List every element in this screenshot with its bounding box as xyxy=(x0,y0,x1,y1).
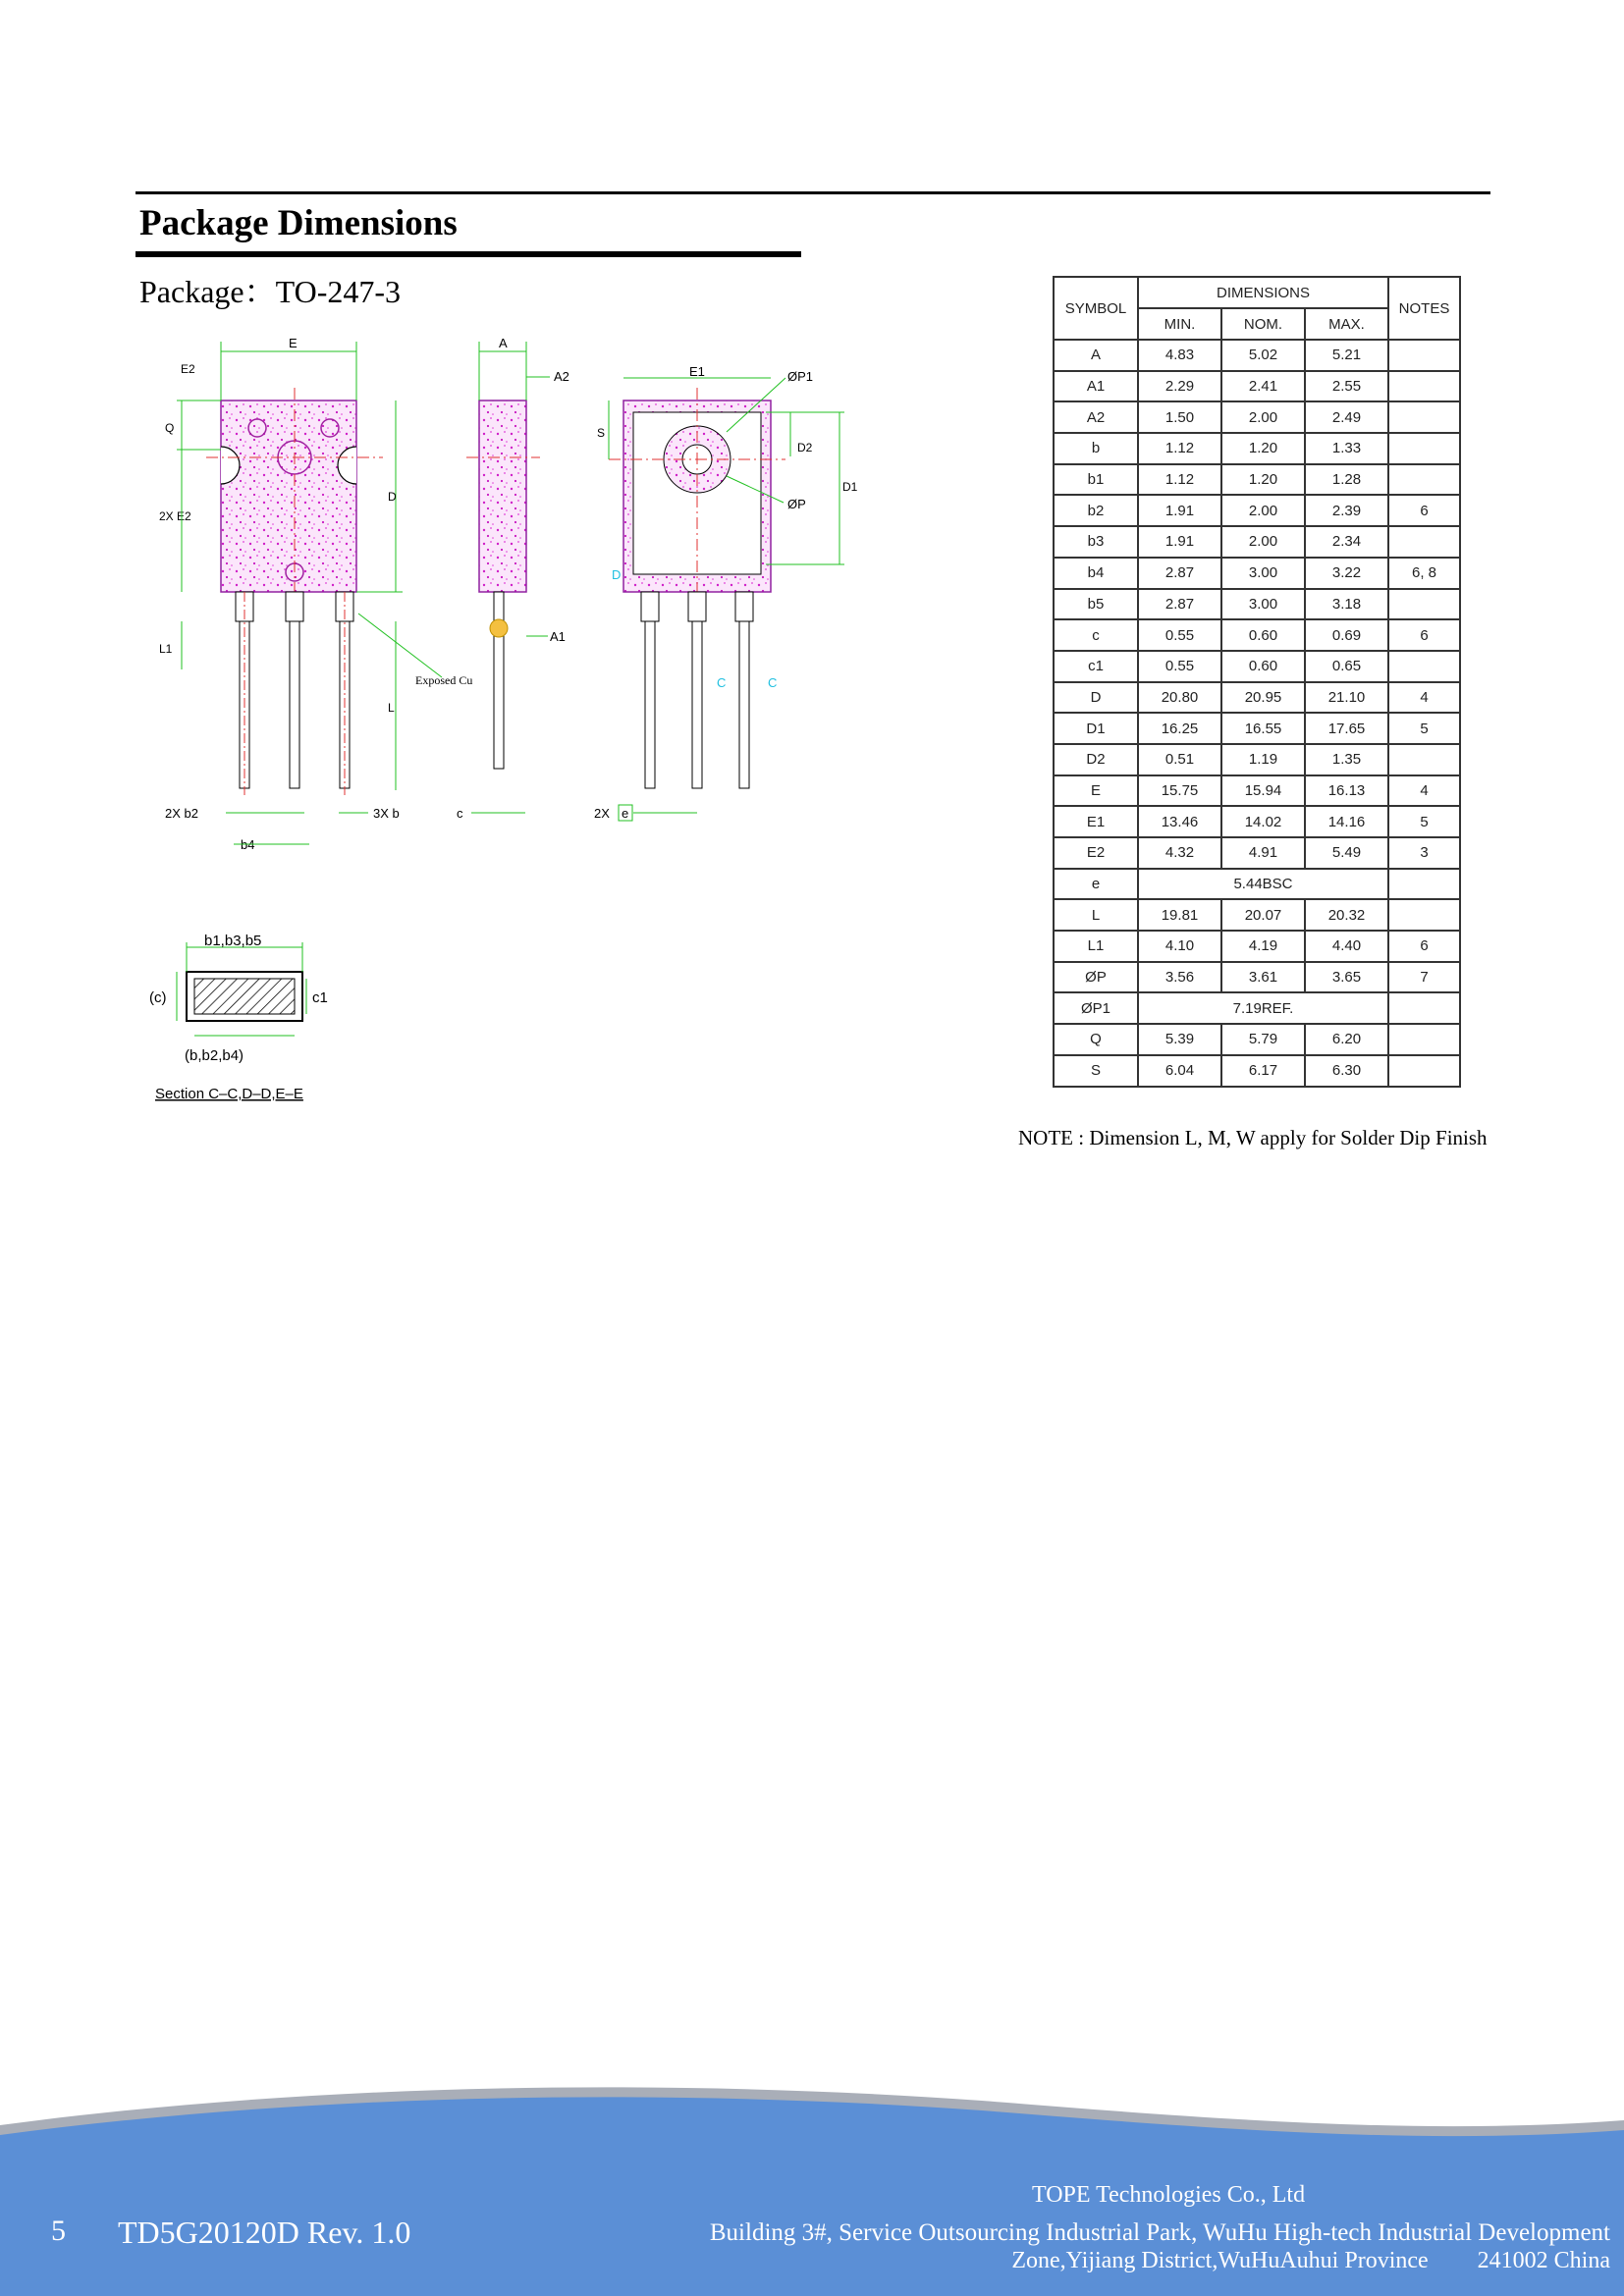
header-nom: NOM. xyxy=(1221,308,1305,340)
cell-symbol: ØP xyxy=(1054,962,1138,993)
cell-nom: 3.61 xyxy=(1221,962,1305,993)
dim-label-E2: E2 xyxy=(181,362,195,376)
cell-min: 6.04 xyxy=(1138,1055,1221,1087)
cell-symbol: D1 xyxy=(1054,713,1138,744)
cell-merged-value: 7.19REF. xyxy=(1138,992,1388,1024)
dim-label-3x-b: 3X b xyxy=(373,806,400,821)
cell-notes xyxy=(1388,589,1460,620)
table-row xyxy=(1054,992,1460,1024)
cell-min: 15.75 xyxy=(1138,775,1221,807)
table-row xyxy=(1054,433,1460,464)
cell-symbol: A1 xyxy=(1054,371,1138,402)
cell-min: 0.55 xyxy=(1138,651,1221,682)
dim-label-L: L xyxy=(388,701,395,715)
cell-nom: 5.02 xyxy=(1221,340,1305,371)
table-row xyxy=(1054,619,1460,651)
cell-nom: 2.00 xyxy=(1221,495,1305,526)
cell-notes: 6 xyxy=(1388,495,1460,526)
dim-label-L1: L1 xyxy=(159,642,173,656)
header-max: MAX. xyxy=(1305,308,1388,340)
dim-label-b4: b4 xyxy=(241,837,255,852)
cell-notes xyxy=(1388,1024,1460,1055)
section-mark-D: D xyxy=(612,567,622,582)
cell-symbol: b4 xyxy=(1054,558,1138,589)
cell-max: 20.32 xyxy=(1305,899,1388,931)
cell-max: 14.16 xyxy=(1305,806,1388,837)
cell-max: 1.28 xyxy=(1305,464,1388,496)
cell-min: 1.12 xyxy=(1138,464,1221,496)
cell-notes xyxy=(1388,869,1460,900)
cell-max: 3.65 xyxy=(1305,962,1388,993)
cell-notes xyxy=(1388,401,1460,433)
cell-min: 5.39 xyxy=(1138,1024,1221,1055)
cell-max: 4.40 xyxy=(1305,931,1388,962)
section-view xyxy=(149,933,328,1102)
company-address-line1: Building 3#, Service Outsourcing Industrial Park, WuHu High-tech Industrial Development xyxy=(709,2219,1610,2246)
package-drawing xyxy=(137,334,884,1119)
section-label-c1: c1 xyxy=(312,989,328,1006)
dim-label-A2: A2 xyxy=(554,369,569,384)
cell-nom: 6.17 xyxy=(1221,1055,1305,1087)
cell-nom: 15.94 xyxy=(1221,775,1305,807)
cell-max: 2.34 xyxy=(1305,526,1388,558)
cell-max: 1.35 xyxy=(1305,744,1388,775)
cell-symbol: E2 xyxy=(1054,837,1138,869)
cell-notes xyxy=(1388,464,1460,496)
cell-max: 6.20 xyxy=(1305,1024,1388,1055)
cell-min: 1.91 xyxy=(1138,495,1221,526)
back-view xyxy=(594,364,858,821)
cell-min: 4.10 xyxy=(1138,931,1221,962)
cell-notes: 7 xyxy=(1388,962,1460,993)
dim-label-P: ØP xyxy=(787,497,806,511)
cell-max: 6.30 xyxy=(1305,1055,1388,1087)
cell-max: 21.10 xyxy=(1305,682,1388,714)
cell-merged-value: 5.44BSC xyxy=(1138,869,1388,900)
header-dimensions: DIMENSIONS xyxy=(1138,277,1388,308)
table-row xyxy=(1054,775,1460,807)
dim-label-D1: D1 xyxy=(842,480,858,494)
dim-label-Q: Q xyxy=(165,421,175,435)
section-label-c: (c) xyxy=(149,989,167,1006)
cell-max: 2.55 xyxy=(1305,371,1388,402)
cell-nom: 2.00 xyxy=(1221,401,1305,433)
dim-label-D2: D2 xyxy=(797,441,813,454)
dimensions-table xyxy=(1053,276,1461,1088)
cell-notes: 4 xyxy=(1388,682,1460,714)
dim-label-2x-E2: 2X E2 xyxy=(159,509,191,523)
cell-nom: 3.00 xyxy=(1221,558,1305,589)
table-row xyxy=(1054,1024,1460,1055)
cell-nom: 1.19 xyxy=(1221,744,1305,775)
page-number: 5 xyxy=(51,2215,66,2247)
cell-notes xyxy=(1388,433,1460,464)
dim-label-E1: E1 xyxy=(689,364,705,379)
section-caption: Section C–C,D–D,E–E xyxy=(155,1086,303,1102)
cell-symbol: b xyxy=(1054,433,1138,464)
header-rule xyxy=(135,191,1490,194)
header-notes: NOTES xyxy=(1388,277,1460,340)
cell-notes xyxy=(1388,899,1460,931)
dim-label-A: A xyxy=(499,336,508,350)
cell-nom: 1.20 xyxy=(1221,464,1305,496)
cell-nom: 14.02 xyxy=(1221,806,1305,837)
table-row xyxy=(1054,495,1460,526)
cell-min: 4.83 xyxy=(1138,340,1221,371)
table-row xyxy=(1054,837,1460,869)
dim-label-e: e xyxy=(622,806,629,821)
table-row xyxy=(1054,464,1460,496)
address-zip: 241002 China xyxy=(1477,2248,1610,2273)
cell-notes: 4 xyxy=(1388,775,1460,807)
cell-notes xyxy=(1388,744,1460,775)
cell-nom: 0.60 xyxy=(1221,651,1305,682)
cell-notes: 6 xyxy=(1388,931,1460,962)
cell-notes: 3 xyxy=(1388,837,1460,869)
dimensions-table-body xyxy=(1054,340,1460,1087)
table-row xyxy=(1054,713,1460,744)
cell-symbol: ØP1 xyxy=(1054,992,1138,1024)
cell-min: 1.91 xyxy=(1138,526,1221,558)
table-row xyxy=(1054,869,1460,900)
cell-min: 0.51 xyxy=(1138,744,1221,775)
table-row xyxy=(1054,931,1460,962)
cell-nom: 0.60 xyxy=(1221,619,1305,651)
dim-label-c: c xyxy=(457,806,463,821)
table-row xyxy=(1054,526,1460,558)
cell-min: 1.12 xyxy=(1138,433,1221,464)
cell-max: 0.65 xyxy=(1305,651,1388,682)
cell-symbol: L1 xyxy=(1054,931,1138,962)
dim-label-S: S xyxy=(597,426,606,440)
cell-min: 16.25 xyxy=(1138,713,1221,744)
cell-symbol: c1 xyxy=(1054,651,1138,682)
cell-nom: 4.91 xyxy=(1221,837,1305,869)
cell-min: 4.32 xyxy=(1138,837,1221,869)
cell-notes: 5 xyxy=(1388,713,1460,744)
dim-label-D: D xyxy=(388,490,397,504)
cell-nom: 20.07 xyxy=(1221,899,1305,931)
cell-max: 16.13 xyxy=(1305,775,1388,807)
dim-label-P1: ØP1 xyxy=(787,369,814,384)
cell-notes xyxy=(1388,651,1460,682)
dim-label-A1: A1 xyxy=(550,629,566,644)
table-row xyxy=(1054,899,1460,931)
address-region: Zone,Yijiang District,WuHuAuhui Province xyxy=(1011,2248,1429,2273)
cell-notes: 6, 8 xyxy=(1388,558,1460,589)
cell-nom: 2.41 xyxy=(1221,371,1305,402)
section-mark-C-right: C xyxy=(768,675,778,690)
cell-min: 19.81 xyxy=(1138,899,1221,931)
cell-nom: 2.00 xyxy=(1221,526,1305,558)
cell-notes xyxy=(1388,340,1460,371)
cell-nom: 5.79 xyxy=(1221,1024,1305,1055)
cell-min: 2.87 xyxy=(1138,589,1221,620)
cell-symbol: L xyxy=(1054,899,1138,931)
header-symbol: SYMBOL xyxy=(1054,277,1138,340)
cell-max: 5.49 xyxy=(1305,837,1388,869)
cell-notes xyxy=(1388,526,1460,558)
cell-symbol: b3 xyxy=(1054,526,1138,558)
cell-max: 3.22 xyxy=(1305,558,1388,589)
cell-symbol: b1 xyxy=(1054,464,1138,496)
table-row xyxy=(1054,589,1460,620)
cell-nom: 4.19 xyxy=(1221,931,1305,962)
page-title: Package Dimensions xyxy=(139,203,458,243)
table-row xyxy=(1054,401,1460,433)
cell-symbol: D xyxy=(1054,682,1138,714)
cell-min: 20.80 xyxy=(1138,682,1221,714)
cell-max: 1.33 xyxy=(1305,433,1388,464)
package-label: Package：TO-247-3 xyxy=(139,274,402,309)
cell-max: 2.39 xyxy=(1305,495,1388,526)
cell-symbol: c xyxy=(1054,619,1138,651)
company-name: TOPE Technologies Co., Ltd xyxy=(1032,2182,1306,2208)
dim-label-2x-b2: 2X b2 xyxy=(165,806,198,821)
dim-label-2x: 2X xyxy=(594,806,610,821)
title-underline xyxy=(135,251,801,257)
cell-max: 5.21 xyxy=(1305,340,1388,371)
table-row xyxy=(1054,371,1460,402)
cell-nom: 1.20 xyxy=(1221,433,1305,464)
cell-min: 0.55 xyxy=(1138,619,1221,651)
cell-nom: 20.95 xyxy=(1221,682,1305,714)
cell-nom: 16.55 xyxy=(1221,713,1305,744)
section-label-b1-b3-b5: b1,b3,b5 xyxy=(204,933,262,949)
cell-notes: 6 xyxy=(1388,619,1460,651)
side-view xyxy=(457,336,569,821)
cell-min: 2.29 xyxy=(1138,371,1221,402)
cell-max: 2.49 xyxy=(1305,401,1388,433)
table-row xyxy=(1054,1055,1460,1087)
table-row xyxy=(1054,340,1460,371)
cell-symbol: S xyxy=(1054,1055,1138,1087)
cell-min: 1.50 xyxy=(1138,401,1221,433)
exposed-cu-label: Exposed Cu xyxy=(415,673,473,687)
table-row xyxy=(1054,744,1460,775)
cell-symbol: b2 xyxy=(1054,495,1138,526)
cell-nom: 3.00 xyxy=(1221,589,1305,620)
cell-max: 3.18 xyxy=(1305,589,1388,620)
cell-min: 3.56 xyxy=(1138,962,1221,993)
cell-symbol: D2 xyxy=(1054,744,1138,775)
cell-symbol: e xyxy=(1054,869,1138,900)
cell-notes xyxy=(1388,992,1460,1024)
company-address-line2 xyxy=(1011,2248,1610,2274)
table-note: NOTE : Dimension L, M, W apply for Solder Dip Finish xyxy=(1018,1126,1488,1149)
section-label-b-b2-b4: (b,b2,b4) xyxy=(185,1047,244,1064)
cell-symbol: E xyxy=(1054,775,1138,807)
header-min: MIN. xyxy=(1138,308,1221,340)
cell-symbol: E1 xyxy=(1054,806,1138,837)
cell-symbol: A xyxy=(1054,340,1138,371)
doc-revision: TD5G20120D Rev. 1.0 xyxy=(118,2215,411,2250)
cell-min: 2.87 xyxy=(1138,558,1221,589)
cell-max: 17.65 xyxy=(1305,713,1388,744)
cell-notes xyxy=(1388,371,1460,402)
table-row xyxy=(1054,651,1460,682)
table-row xyxy=(1054,962,1460,993)
cell-min: 13.46 xyxy=(1138,806,1221,837)
table-row xyxy=(1054,806,1460,837)
cell-max: 0.69 xyxy=(1305,619,1388,651)
cell-notes: 5 xyxy=(1388,806,1460,837)
cell-symbol: Q xyxy=(1054,1024,1138,1055)
dim-label-E: E xyxy=(289,336,298,350)
table-row xyxy=(1054,558,1460,589)
section-mark-C-left: C xyxy=(717,675,727,690)
table-row xyxy=(1054,682,1460,714)
cell-symbol: A2 xyxy=(1054,401,1138,433)
cell-symbol: b5 xyxy=(1054,589,1138,620)
front-view xyxy=(159,336,472,852)
cell-notes xyxy=(1388,1055,1460,1087)
